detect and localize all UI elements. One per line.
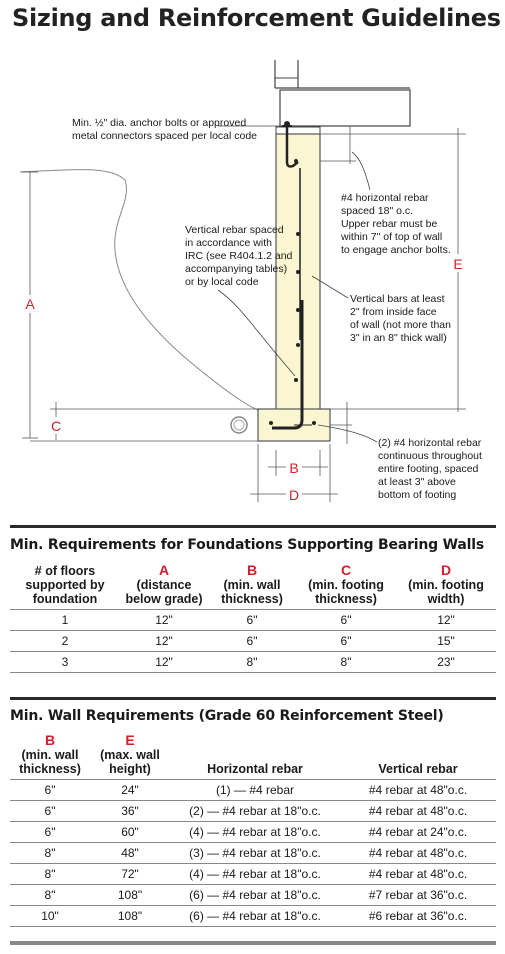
foundation-table [10,562,496,673]
wall-table-title: Min. Wall Requirements (Grade 60 Reinforcement Steel) [10,708,444,724]
table-row: 2 12" 6" 6" 15" [10,631,496,652]
dim-e-label: E [453,256,463,272]
footing-rebar-note: (2) #4 horizontal rebar continuous throughout entire footing, spaced at least 3" above bottom of footing [378,437,482,501]
horizontal-rebar-note: #4 horizontal rebar spaced 18" o.c. Upper rebar must be within 7" of top of wall to engage anchor bolts. [341,192,451,256]
table-row: 8" 48" (3) — #4 rebar at 18"o.c. #4 rebar at 48"o.c. [10,843,496,864]
section-rule-foundation [10,525,496,528]
anchor-bolt-note: Min. ½" dia. anchor bolts or approved metal connectors spaced per local code [72,117,258,142]
col-d: D (min. footing width) [408,562,484,606]
col-vertical-rebar: Vertical rebar [378,762,458,776]
wall-table [10,732,496,927]
drain-pipe [231,417,247,433]
horizontal-rebar-dot [294,159,298,163]
dim-d-label: D [288,487,300,503]
page-title: Sizing and Reinforcement Guidelines [12,4,501,32]
col-a: A (distance below grade) [125,562,203,606]
table-row: 6" 60" (4) — #4 rebar at 18"o.c. #4 rebar at 24"o.c. [10,822,496,843]
table-row: 10" 108" (6) — #4 rebar at 18"o.c. #6 rebar at 36"o.c. [10,906,496,927]
sill-plate [276,127,320,134]
bottom-rule [10,941,496,945]
table-row: 8" 72" (4) — #4 rebar at 18"o.c. #4 rebar at 48"o.c. [10,864,496,885]
vertical-bars-note: Vertical bars at least 2" from inside face of wall (not more than 3" in an 8" thick wall) [350,293,451,344]
dim-a-label: A [25,296,35,312]
leader-top-rebar [352,152,370,190]
dim-c-label: C [50,418,62,434]
section-rule-wall [10,697,496,700]
vertical-rebar-note: Vertical rebar spaced in accordance with IRC (see R404.1.2 and accompanying tables) or by local code [185,224,293,288]
table-row: 8" 108" (6) — #4 rebar at 18"o.c. #7 rebar at 36"o.c. [10,885,496,906]
grade-line [20,170,262,412]
col-e-height: E (max. wall height) [100,732,160,776]
foundation-table-header [10,562,496,610]
table-row: 3 12" 8" 8" 23" [10,652,496,673]
col-c: C (min. footing thickness) [308,562,384,606]
col-horizontal-rebar: Horizontal rebar [207,762,303,776]
col-b-thickness: B (min. wall thickness) [19,732,81,776]
rim-joist [280,90,410,126]
col-b: B (min. wall thickness) [221,562,283,606]
foundation-diagram [0,40,505,515]
table-row: 1 12" 6" 6" 12" [10,610,496,631]
footing-rebar-dot [269,421,273,425]
table-row: 6" 24" (1) — #4 rebar #4 rebar at 48"o.c. [10,780,496,801]
table-row: 6" 36" (2) — #4 rebar at 18"o.c. #4 rebar at 48"o.c. [10,801,496,822]
col-floors: # of floors supported by foundation [25,564,105,606]
foundation-table-title: Min. Requirements for Foundations Supporting Bearing Walls [10,537,484,553]
dim-b-label: B [289,460,299,476]
wall-table-header [10,732,496,780]
